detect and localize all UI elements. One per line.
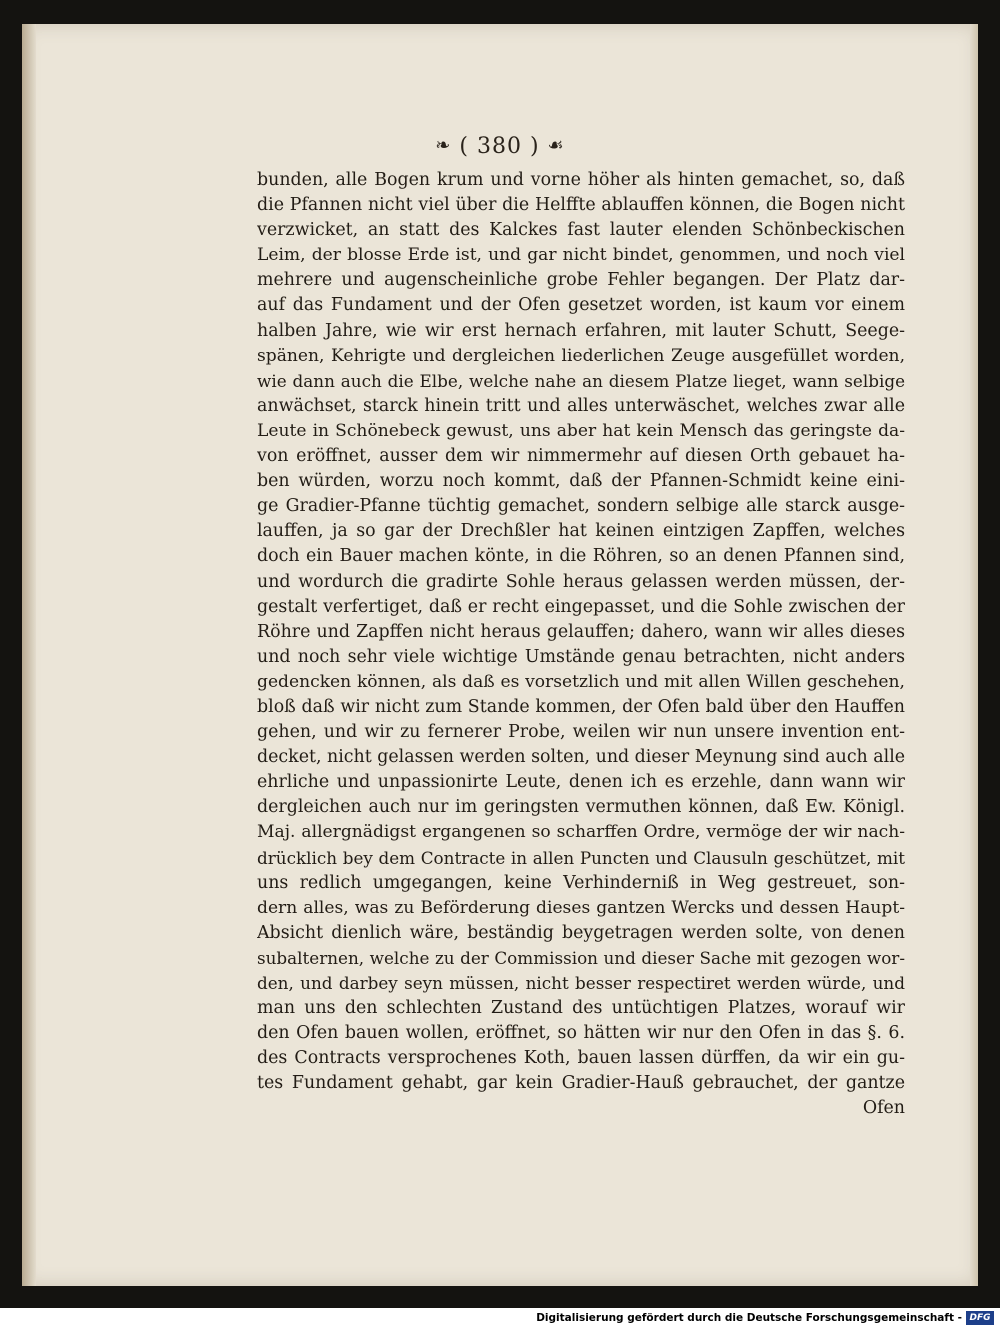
funding-credit: Digitalisierung gefördert durch die Deutsche Forschungsgemeinschaft - — [536, 1312, 962, 1324]
text-line: bunden, alle Bogen krum und vorne höher als hinten gemachet, so, daß — [257, 170, 905, 190]
page-header — [0, 134, 1000, 159]
text-line: dern alles, was zu Beförderung dieses gantzen Wercks und dessen Haupt- — [257, 897, 905, 918]
text-line: gehen, und wir zu fernerer Probe, weilen wir nun unsere invention ent- — [257, 722, 905, 743]
text-line: die Pfannen nicht viel über die Helffte ablauffen können, die Bogen nicht — [257, 195, 905, 216]
text-line: des Contracts versprochenes Koth, bauen lassen dürffen, da wir ein gu- — [257, 1048, 905, 1069]
text-line: lauffen, ja so gar der Drechßler hat keinen eintzigen Zapffen, welches — [257, 521, 905, 542]
header-ornament-left-icon: ❧ — [435, 135, 452, 156]
text-line: dergleichen auch nur im geringsten vermuthen können, daß Ew. Königl. — [257, 797, 905, 818]
text-line: Absicht dienlich wäre, beständig beygetragen werden solte, von denen — [257, 922, 905, 943]
text-line: von eröffnet, ausser dem wir nimmermehr auf diesen Orth gebauet ha- — [257, 446, 905, 467]
text-line: Röhre und Zapffen nicht heraus gelauffen; dahero, wann wir alles dieses — [257, 621, 905, 642]
text-line: verzwicket, an statt des Kalckes fast lauter elenden Schönbeckischen — [257, 220, 905, 241]
dfg-logo[interactable]: DFG — [966, 1311, 994, 1325]
text-line: gedencken können, als daß es vorsetzlich und mit allen Willen geschehen, — [257, 671, 905, 692]
body-text — [257, 168, 905, 1122]
text-line: mehrere und augenscheinliche grobe Fehler begangen. Der Platz dar- — [257, 270, 905, 291]
text-line: Maj. allergnädigst ergangenen so scharffen Ordre, vermöge der wir nach- — [257, 822, 905, 843]
text-line: ge Gradier-Pfanne tüchtig gemachet, sondern selbige alle starck ausge- — [257, 496, 905, 517]
text-line: uns redlich umgegangen, keine Verhinderniß in Weg gestreuet, son- — [257, 872, 905, 893]
text-line: subalternen, welche zu der Commission und dieser Sache mit gezogen wor- — [257, 947, 905, 968]
text-line: wie dann auch die Elbe, welche nahe an diesem Platze lieget, wann selbige — [257, 370, 905, 391]
text-line: und noch sehr viele wichtige Umstände genau betrachten, nicht anders — [257, 646, 905, 667]
text-line: doch ein Bauer machen könte, in die Röhren, so an denen Pfannen sind, — [257, 546, 905, 567]
text-line: den Ofen bauen wollen, eröffnet, so hätten wir nur den Ofen in das §. 6. — [257, 1023, 905, 1044]
text-line: bloß daß wir nicht zum Stande kommen, der Ofen bald über den Hauffen — [257, 696, 905, 717]
text-line: man uns den schlechten Zustand des untüchtigen Platzes, worauf wir — [257, 998, 905, 1019]
text-line: drücklich bey dem Contracte in allen Puncten und Clausuln geschützet, mit — [257, 847, 905, 868]
text-line: anwächset, starck hinein tritt und alles unterwäschet, welches zwar alle — [257, 395, 905, 416]
text-line: Leute in Schönebeck gewust, uns aber hat kein Mensch das geringste da- — [257, 420, 905, 441]
text-line: halben Jahre, wie wir erst hernach erfahren, mit lauter Schutt, Seege- — [257, 320, 905, 341]
page-gutter-shadow — [22, 24, 36, 1286]
page-number: ( 380 ) — [459, 134, 540, 159]
page-right-edge — [970, 24, 978, 1286]
text-line: spänen, Kehrigte und dergleichen liederlichen Zeuge ausgefüllet worden, — [257, 345, 905, 366]
text-line: Leim, der blosse Erde ist, und gar nicht bindet, genommen, und noch viel — [257, 245, 905, 266]
header-ornament-right-icon: ☙ — [547, 135, 565, 156]
text-line: tes Fundament gehabt, gar kein Gradier-Hauß gebrauchet, der gantze — [257, 1073, 905, 1094]
catchword: Ofen — [862, 1098, 905, 1119]
text-line: auf das Fundament und der Ofen gesetzet worden, ist kaum vor einem — [257, 295, 905, 316]
text-line: ehrliche und unpassionirte Leute, denen ich es erzehle, dann wann wir — [257, 772, 905, 793]
text-line: ben würden, worzu noch kommt, daß der Pfannen-Schmidt keine eini- — [257, 471, 905, 492]
text-line: gestalt verfertiget, daß er recht eingepasset, und die Sohle zwischen der — [257, 596, 905, 617]
text-line: und wordurch die gradirte Sohle heraus gelassen werden müssen, der- — [257, 571, 905, 592]
text-line: den, und darbey seyn müssen, nicht besser respectiret werden würde, und — [257, 973, 905, 993]
footer-bar — [0, 1310, 1000, 1326]
text-line: decket, nicht gelassen werden solten, und dieser Meynung sind auch alle — [257, 747, 905, 768]
